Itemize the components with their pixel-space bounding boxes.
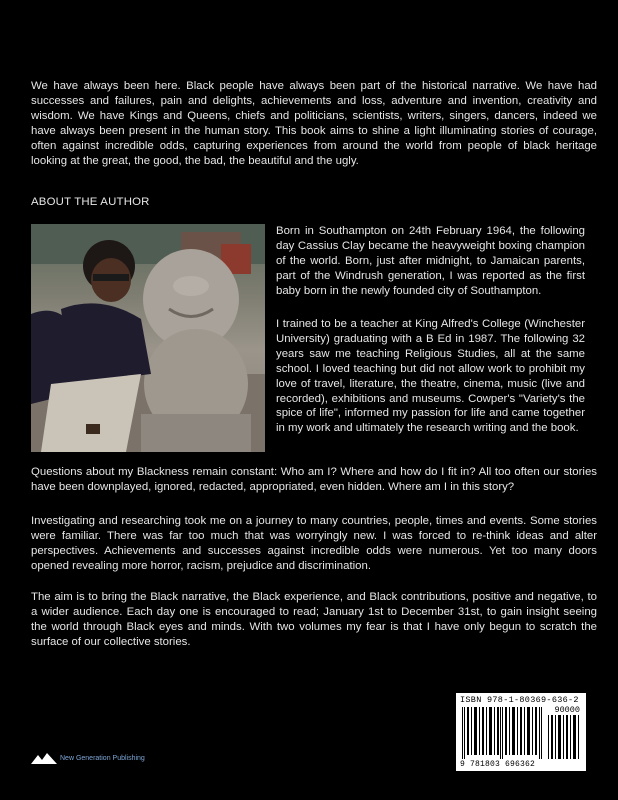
bio-paragraph-2: I trained to be a teacher at King Alfred's College (Winchester University) graduating with a B Ed in 1987. The following 32 years saw me teaching Religious Studies, all at the same school. I loved teaching but did not allow work to prohibit my love of travel, literature, the theatre, cinema, music (live and recorded), exhibitions and museums. Cowper's "Variety's the spice of life", informed my passion for life and came together in my work and ultimately the research writing and the book. bbox=[276, 318, 585, 435]
isbn-barcode bbox=[456, 693, 586, 771]
publisher-logo bbox=[31, 752, 145, 764]
body-paragraph-2: Investigating and researching took me on a journey to many countries, people, times and events. Some stories were familiar. There was far too much that was worryingly new. I was forced to re-think ideas and alter perspectives. Achievements and successes against incredible odds were numerous. Yet too many doors opened revealing more horror, racism, prejudice and discrimination. bbox=[31, 515, 597, 572]
author-photo bbox=[31, 224, 265, 452]
intro-text: We have always been here. Black people have always been part of the historical narrative. We have had successes and failures, pain and delights, achievements and loss, adventure and invention, creativity and wisdom. We have Kings and Queens, chiefs and politicians, scientists, writers, singers, dancers, indeed we have always been present in the human story. This book aims to shine a light illuminating stories of courage, often against incredible odds, capturing experiences from around the world from people of black heritage looking at the great, the good, the bad, the beautiful and the ugly. bbox=[31, 80, 597, 167]
publisher-name: New Generation Publishing bbox=[60, 754, 145, 762]
body-paragraph-3: The aim is to bring the Black narrative, the Black experience, and Black contributions, positive and negative, to a wider audience. Each day one is encouraged to read; January 1st to December 31st, to gain insight seeing the world through Black eyes and minds. With two volumes my fear is that I have only begun to scratch the surface of our collective stories. bbox=[31, 591, 597, 648]
body-paragraph-1: Questions about my Blackness remain constant: Who am I? Where and how do I fit in? All too often our stories have been downplayed, ignored, redacted, appropriated, even hidden. Where am I in this story? bbox=[31, 466, 597, 493]
barcode-bars bbox=[462, 707, 542, 759]
bio-paragraph-1: Born in Southampton on 24th February 1964, the following day Cassius Clay became the heavyweight boxing champion of the world. Born, just after midnight, to Jamaican parents, part of the Windrush generation, I was reported as the first baby born in the newly founded city of Southampton. bbox=[276, 225, 585, 297]
ean-number: 9 781803 696362 bbox=[460, 760, 536, 769]
price-barcode-bars bbox=[548, 715, 580, 759]
mountain-logo-icon bbox=[31, 752, 57, 764]
price-code: 90000 bbox=[554, 705, 580, 715]
about-author-heading: ABOUT THE AUTHOR bbox=[31, 196, 150, 208]
isbn-text: ISBN 978-1-80369-636-2 bbox=[460, 695, 579, 705]
